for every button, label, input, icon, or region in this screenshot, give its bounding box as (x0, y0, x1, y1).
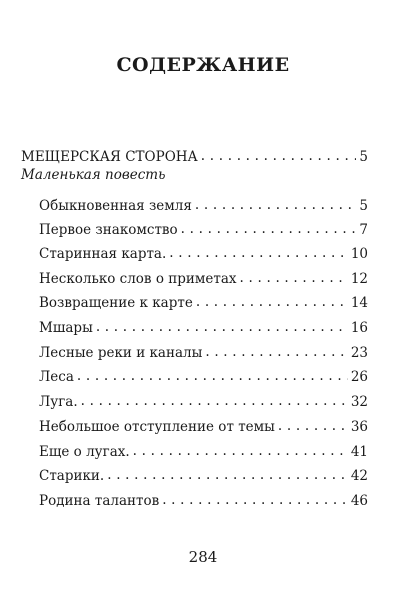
toc-leader-dots (169, 244, 348, 262)
toc-leader-dots (181, 220, 357, 238)
toc-leader-dots (96, 318, 348, 336)
toc-entry-title: Возвращение к карте (39, 295, 193, 311)
toc-entry-page: 12 (350, 271, 368, 287)
toc-section-subtitle: Маленькая повесть (21, 167, 166, 183)
toc-entry-page: 42 (350, 468, 368, 484)
page-title: СОДЕРЖАНИЕ (116, 54, 290, 76)
toc-entry (39, 393, 368, 411)
toc-leader-dots (81, 392, 348, 410)
toc-entry-title: Первое знакомство (39, 222, 178, 238)
toc-entry (39, 368, 368, 386)
toc-entry-title: Несколько слов о приметах (39, 271, 237, 287)
toc-entry (39, 294, 368, 312)
toc-entry-page: 36 (350, 419, 368, 435)
toc-entry-title: Небольшое отступление от темы (39, 419, 275, 435)
toc-entry-title: Леса (39, 369, 74, 385)
toc-section-page: 5 (359, 149, 368, 165)
toc-leader-dots (240, 269, 348, 287)
toc-entry-page: 23 (350, 345, 368, 361)
toc-leader-dots (201, 147, 357, 165)
toc-section-row (21, 148, 368, 166)
toc-entry-title: Родина талантов (39, 493, 160, 509)
toc-entry (39, 418, 368, 436)
toc-entry-page: 46 (350, 493, 368, 509)
toc-entry-title: Луга. (39, 394, 78, 410)
toc-leader-dots (77, 367, 348, 385)
toc-entry (39, 319, 368, 337)
toc-entry-page: 5 (359, 198, 368, 214)
toc-entry-page: 7 (359, 222, 368, 238)
toc-leader-dots (196, 293, 348, 311)
toc-entry (39, 245, 368, 263)
toc-entry (39, 270, 368, 288)
toc-leader-dots (205, 343, 347, 361)
toc-leader-dots (107, 466, 348, 484)
toc-entry-page: 10 (350, 246, 368, 262)
toc-leader-dots (278, 417, 348, 435)
toc-entry-title: Обыкновенная земля (39, 198, 192, 214)
toc-entry (39, 221, 368, 239)
toc-entry-page: 32 (350, 394, 368, 410)
toc-entry (39, 197, 368, 215)
toc-entry-page: 41 (350, 444, 368, 460)
toc-entry-title: Еще о лугах. (39, 444, 130, 460)
page-number: 284 (188, 548, 218, 566)
toc-leader-dots (162, 491, 348, 509)
toc-entry (39, 492, 368, 510)
toc-entry-title: Лесные реки и каналы (39, 345, 203, 361)
toc-entry-page: 26 (350, 369, 368, 385)
toc-entry-title: Старинная карта. (39, 246, 167, 262)
toc-entry (39, 344, 368, 362)
toc-leader-dots (133, 442, 348, 460)
toc-entry-title: Мшары (39, 320, 93, 336)
toc-entry (39, 467, 368, 485)
toc-leader-dots (195, 196, 357, 214)
toc-entry-page: 14 (350, 295, 368, 311)
toc-entry-title: Старики. (39, 468, 105, 484)
toc-entry (39, 443, 368, 461)
toc-section-title: МЕЩЕРСКАЯ СТОРОНА (21, 149, 198, 165)
toc-entry-page: 16 (350, 320, 368, 336)
